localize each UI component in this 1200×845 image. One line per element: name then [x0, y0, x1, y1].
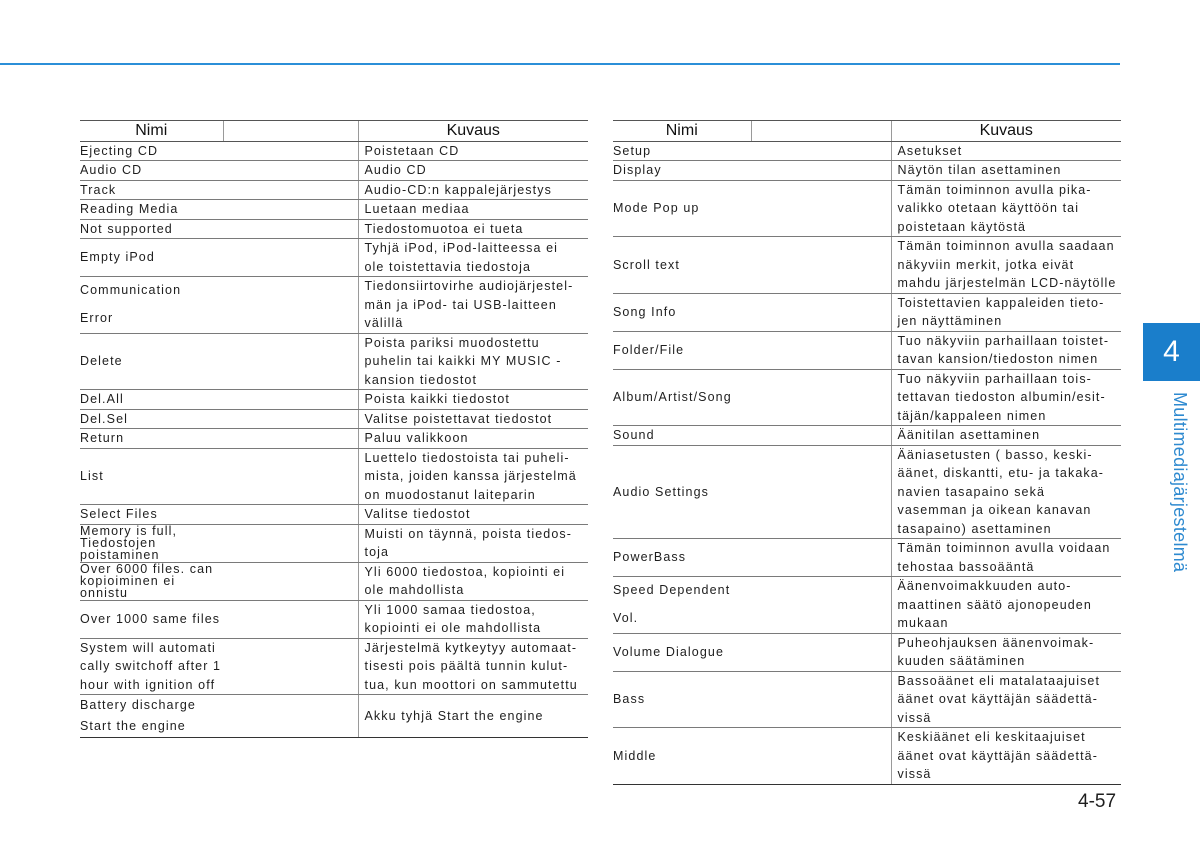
- row-name: [80, 277, 358, 334]
- description-line: kopiointi ei ole mahdollista: [364, 621, 542, 635]
- table-row: [80, 180, 588, 200]
- name-line: Bass: [613, 692, 646, 706]
- row-name: [613, 180, 891, 237]
- name-line: Tiedostojen: [80, 535, 157, 550]
- row-name: [613, 237, 891, 294]
- description-line: toja: [364, 545, 390, 559]
- chapter-tab: 4: [1143, 323, 1200, 381]
- name-line: Return: [80, 431, 125, 445]
- description-line: Näytön tilan asettaminen: [897, 163, 1062, 177]
- description-line: Luettelo tiedostoista tai puheli-: [364, 450, 570, 465]
- description-line: Poista pariksi muodostettu: [364, 335, 540, 350]
- description-line: maattinen säätö ajonopeuden: [897, 597, 1092, 612]
- description-line: Muisti on täynnä, poista tiedos-: [364, 526, 573, 541]
- description-line: Audio CD: [364, 163, 427, 177]
- left-header-spacer: [223, 121, 358, 142]
- table-row: [613, 426, 1121, 446]
- name-line: Empty iPod: [80, 250, 155, 265]
- table-row: [80, 429, 588, 449]
- table-row: [80, 141, 588, 161]
- table-row: [80, 277, 588, 334]
- description-line: Tiedonsiirtovirhe audiojärjestel-: [364, 279, 574, 293]
- row-name: [80, 390, 358, 410]
- right-message-table: [613, 120, 1121, 785]
- row-description: [891, 161, 1121, 181]
- row-name: [80, 429, 358, 449]
- row-description: [891, 539, 1121, 577]
- description-line: Tuo näkyviin parhaillaan toistet-: [897, 333, 1110, 348]
- row-description: [358, 180, 588, 200]
- row-name: [613, 161, 891, 181]
- name-line: Over 1000 same files: [80, 611, 221, 626]
- row-description: [358, 239, 588, 277]
- description-line: navien tasapaino sekä: [897, 484, 1045, 499]
- name-line: Not supported: [80, 221, 173, 236]
- table-row: [613, 180, 1121, 237]
- row-description: [358, 409, 588, 429]
- description-line: mahdu järjestelmän LCD-näytölle: [897, 276, 1117, 290]
- description-line: tisesti pois päältä tunnin kulut-: [364, 659, 569, 673]
- name-line: Sound: [613, 428, 655, 442]
- left-table-header-row: [80, 121, 588, 142]
- row-description: [358, 277, 588, 334]
- row-name: [80, 638, 358, 695]
- table-row: [80, 219, 588, 239]
- row-description: [358, 562, 588, 600]
- description-line: Poista kaikki tiedostot: [364, 392, 510, 406]
- description-line: Akku tyhjä Start the engine: [364, 708, 544, 723]
- row-description: [358, 219, 588, 239]
- row-name: [613, 445, 891, 539]
- name-line: kopioiminen ei: [80, 573, 176, 588]
- name-line: Delete: [80, 354, 123, 368]
- row-description: [358, 600, 588, 638]
- row-name: [613, 633, 891, 671]
- description-line: män ja iPod- tai USB-laitteen: [364, 297, 557, 312]
- table-row: [80, 409, 588, 429]
- row-name: [80, 695, 358, 738]
- description-line: täjän/kappaleen nimen: [897, 408, 1047, 423]
- name-line: Volume Dialogue: [613, 644, 725, 659]
- description-line: Bassoäänet eli matalataajuiset: [897, 673, 1101, 688]
- row-description: [891, 728, 1121, 785]
- name-line: Folder/File: [613, 342, 685, 357]
- name-line: Song Info: [613, 304, 677, 319]
- row-name: [80, 219, 358, 239]
- table-row: [80, 600, 588, 638]
- description-line: Paluu valikkoon: [364, 431, 469, 445]
- description-line: poistetaan käytöstä: [897, 219, 1027, 234]
- description-line: ole toistettavia tiedostoja: [364, 259, 532, 274]
- description-line: kuuden säätäminen: [897, 654, 1026, 668]
- left-message-table: [80, 120, 588, 738]
- left-table-body: [80, 141, 588, 738]
- row-name: [80, 562, 358, 600]
- right-header-description: Kuvaus: [891, 121, 1121, 142]
- row-description: [891, 141, 1121, 161]
- row-description: [358, 390, 588, 410]
- row-name: [613, 728, 891, 785]
- description-line: tehostaa bassoääntä: [897, 559, 1035, 574]
- description-line: Asetukset: [897, 143, 963, 158]
- row-description: [358, 333, 588, 390]
- description-line: Yli 1000 samaa tiedostoa,: [364, 602, 536, 617]
- row-description: [891, 577, 1121, 634]
- row-description: [891, 633, 1121, 671]
- description-line: Puheohjauksen äänenvoimak-: [897, 635, 1095, 650]
- table-row: [80, 695, 588, 738]
- table-row: [613, 161, 1121, 181]
- description-line: Keskiäänet eli keskitaajuiset: [897, 730, 1086, 744]
- description-line: Tämän toiminnon avulla pika-: [897, 182, 1092, 197]
- name-line: Audio CD: [80, 163, 143, 177]
- top-accent-rule: [0, 63, 1120, 65]
- name-line: Select Files: [80, 507, 158, 521]
- row-name: [613, 293, 891, 331]
- row-name: [613, 577, 891, 634]
- description-line: Luetaan mediaa: [364, 202, 470, 216]
- table-row: [613, 539, 1121, 577]
- row-name: [80, 505, 358, 525]
- left-header-name: Nimi: [80, 121, 223, 142]
- description-line: Valitse tiedostot: [364, 507, 471, 521]
- name-line: hour with ignition off: [80, 677, 216, 692]
- description-line: Poistetaan CD: [364, 143, 460, 158]
- table-row: [80, 524, 588, 562]
- row-description: [891, 331, 1121, 369]
- description-line: tua, kun moottori on sammutettu: [364, 677, 578, 692]
- row-name: [80, 409, 358, 429]
- row-description: [358, 200, 588, 220]
- description-line: vissä: [897, 710, 932, 725]
- table-row: [80, 161, 588, 181]
- description-line: vasemman ja oikean kanavan: [897, 503, 1092, 517]
- name-line: Start the engine: [80, 719, 186, 733]
- description-line: puhelin tai kaikki MY MUSIC -: [364, 354, 562, 368]
- name-line: Memory is full,: [80, 523, 178, 538]
- description-line: Tämän toiminnon avulla saadaan: [897, 239, 1115, 253]
- description-line: Äänitilan asettaminen: [897, 428, 1041, 442]
- table-row: [80, 200, 588, 220]
- table-row: [80, 562, 588, 600]
- row-name: [80, 180, 358, 200]
- description-line: Toistettavien kappaleiden tieto-: [897, 295, 1105, 310]
- description-line: tasapaino) asettaminen: [897, 521, 1052, 536]
- row-description: [358, 695, 588, 738]
- description-line: kansion tiedostot: [364, 372, 478, 387]
- description-line: Tiedostomuotoa ei tueta: [364, 221, 524, 236]
- description-line: vissä: [897, 767, 932, 781]
- row-description: [358, 638, 588, 695]
- description-line: tavan kansion/tiedoston nimen: [897, 352, 1099, 366]
- right-table-body: [613, 141, 1121, 784]
- name-line: Audio Settings: [613, 484, 710, 499]
- table-row: [613, 293, 1121, 331]
- row-name: [80, 200, 358, 220]
- name-line: Over 6000 files. can: [80, 561, 214, 576]
- name-line: Ejecting CD: [80, 143, 159, 158]
- description-line: on muodostanut laiteparin: [364, 487, 536, 502]
- description-line: valikko otetaan käyttöön tai: [897, 201, 1080, 215]
- row-name: [80, 141, 358, 161]
- row-description: [891, 180, 1121, 237]
- description-line: Tyhjä iPod, iPod-laitteessa ei: [364, 241, 559, 255]
- row-name: [613, 539, 891, 577]
- description-line: Valitse poistettavat tiedostot: [364, 411, 553, 426]
- name-line: PowerBass: [613, 550, 687, 565]
- table-row: [80, 638, 588, 695]
- row-description: [358, 429, 588, 449]
- row-description: [891, 369, 1121, 426]
- name-line: System will automati: [80, 640, 216, 655]
- table-row: [613, 445, 1121, 539]
- row-description: [358, 448, 588, 505]
- name-line: Middle: [613, 748, 657, 763]
- name-line: Setup: [613, 143, 652, 158]
- name-line: Del.All: [80, 392, 124, 406]
- description-line: Tuo näkyviin parhaillaan tois-: [897, 371, 1092, 386]
- table-row: [613, 728, 1121, 785]
- description-line: näkyviin merkit, jotka eivät: [897, 257, 1075, 272]
- description-line: mukaan: [897, 616, 949, 630]
- table-row: [613, 237, 1121, 294]
- table-row: [80, 505, 588, 525]
- row-description: [891, 445, 1121, 539]
- row-description: [891, 426, 1121, 446]
- name-line: Mode Pop up: [613, 201, 700, 215]
- row-name: [80, 161, 358, 181]
- name-line: Communication: [80, 283, 182, 297]
- row-description: [358, 505, 588, 525]
- description-line: Yli 6000 tiedostoa, kopiointi ei: [364, 564, 566, 579]
- description-line: jen näyttäminen: [897, 314, 1003, 328]
- description-line: ole mahdollista: [364, 583, 465, 597]
- row-name: [80, 448, 358, 505]
- left-header-description: Kuvaus: [358, 121, 588, 142]
- row-description: [891, 293, 1121, 331]
- description-line: Järjestelmä kytkeytyy automaat-: [364, 640, 578, 655]
- name-line: List: [80, 469, 104, 483]
- row-name: [80, 600, 358, 638]
- table-row: [80, 390, 588, 410]
- name-line: Vol.: [613, 610, 639, 625]
- right-header-spacer: [751, 121, 891, 142]
- table-row: [613, 633, 1121, 671]
- row-name: [613, 671, 891, 728]
- name-line: Del.Sel: [80, 411, 128, 426]
- row-description: [358, 161, 588, 181]
- description-line: äänet ovat käyttäjän säädettä-: [897, 692, 1098, 706]
- description-line: äänet ovat käyttäjän säädettä-: [897, 748, 1098, 763]
- description-line: välillä: [364, 316, 404, 330]
- table-row: [613, 577, 1121, 634]
- name-line: Album/Artist/Song: [613, 390, 732, 404]
- description-line: Tämän toiminnon avulla voidaan: [897, 541, 1111, 555]
- name-line: Reading Media: [80, 202, 179, 216]
- description-line: Ääniasetusten ( basso, keski-: [897, 447, 1093, 462]
- table-row: [80, 448, 588, 505]
- description-line: Audio-CD:n kappalejärjestys: [364, 182, 552, 197]
- chapter-title: Multimediajärjestelmä: [1170, 392, 1190, 573]
- table-row: [613, 369, 1121, 426]
- right-header-name: Nimi: [613, 121, 751, 142]
- name-line: onnistu: [80, 586, 129, 601]
- row-name: [80, 239, 358, 277]
- table-row: [80, 239, 588, 277]
- row-name: [80, 333, 358, 390]
- name-line: Track: [80, 182, 117, 197]
- description-line: mista, joiden kanssa järjestelmä: [364, 469, 577, 483]
- name-line: poistaminen: [80, 548, 160, 563]
- table-row: [613, 671, 1121, 728]
- description-line: Äänenvoimakkuuden auto-: [897, 579, 1072, 593]
- row-name: [613, 369, 891, 426]
- name-line: Speed Dependent: [613, 583, 731, 597]
- name-line: cally switchoff after 1: [80, 659, 222, 673]
- table-row: [80, 333, 588, 390]
- name-line: Error: [80, 310, 114, 325]
- name-line: Battery discharge: [80, 698, 196, 712]
- row-name: [613, 141, 891, 161]
- name-line: Scroll text: [613, 257, 680, 272]
- table-row: [613, 141, 1121, 161]
- row-name: [613, 426, 891, 446]
- row-name: [613, 331, 891, 369]
- description-line: äänet, diskantti, etu- ja takaka-: [897, 466, 1105, 480]
- row-description: [891, 237, 1121, 294]
- row-name: [80, 524, 358, 562]
- right-table-header-row: [613, 121, 1121, 142]
- row-description: [891, 671, 1121, 728]
- table-row: [613, 331, 1121, 369]
- description-line: tettavan tiedoston albumin/esit-: [897, 390, 1106, 404]
- page-number: 4-57: [1078, 791, 1117, 812]
- name-line: Display: [613, 163, 662, 177]
- row-description: [358, 524, 588, 562]
- row-description: [358, 141, 588, 161]
